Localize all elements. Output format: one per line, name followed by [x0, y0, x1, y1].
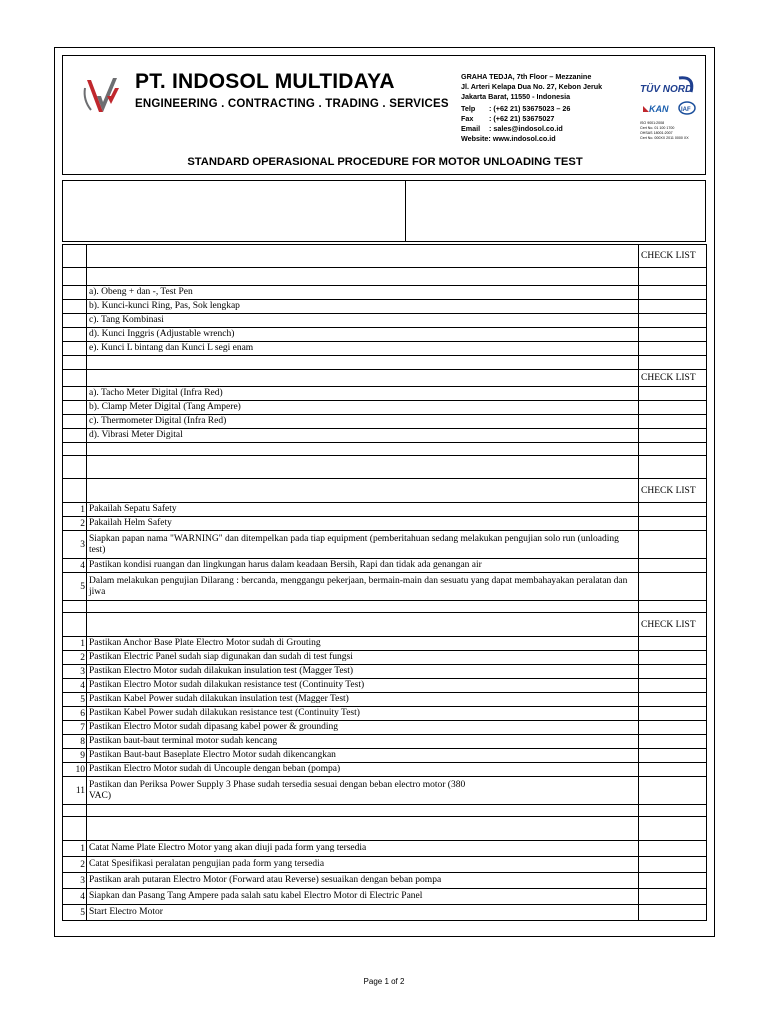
check-cell[interactable] — [639, 429, 707, 443]
list-item — [63, 889, 707, 905]
item-number: 2 — [63, 857, 87, 873]
list-item — [63, 286, 707, 300]
procedure-item: Siapkan dan Pasang Tang Ampere pada salah satu kabel Electro Motor di Electric Panel — [87, 889, 639, 905]
preparation-item: Pastikan Electro Motor sudah dilakukan insulation test (Magger Test) — [87, 665, 639, 679]
check-cell[interactable] — [639, 749, 707, 763]
item-number: 7 — [63, 721, 87, 735]
tuv-nord-logo-icon — [639, 68, 699, 144]
telp-label: Telp — [461, 104, 476, 113]
list-item — [63, 841, 707, 857]
telp-row — [461, 104, 602, 114]
certification-badges — [639, 68, 699, 144]
blank-row — [63, 268, 707, 286]
section-header-row — [63, 613, 707, 637]
procedure-item: Catat Spesifikasi peralatan pengujian pada form yang tersedia — [87, 857, 639, 873]
blank-row — [63, 817, 707, 841]
blank-row — [63, 805, 707, 817]
procedure-item: Start Electro Motor — [87, 905, 639, 921]
check-list-header: CHECK LIST — [639, 613, 707, 637]
check-list-header: CHECK LIST — [639, 245, 707, 268]
list-item — [63, 387, 707, 401]
preparation-item: Pastikan dan Periksa Power Supply 3 Phase sudah tersedia sesuai dengan beban electro motor (380 VAC) — [87, 777, 639, 805]
cert-line: Cert No. 000XX 2011 0000 XX — [640, 136, 689, 140]
cert-line: Cert No. 01 100 1700 — [640, 126, 675, 130]
check-cell[interactable] — [639, 857, 707, 873]
check-cell[interactable] — [639, 328, 707, 342]
item-number: 6 — [63, 707, 87, 721]
item-number: 4 — [63, 559, 87, 573]
check-cell[interactable] — [639, 517, 707, 531]
check-cell[interactable] — [639, 387, 707, 401]
info-box-divider — [405, 181, 406, 241]
tool-item: d). Kunci Inggris (Adjustable wrench) — [87, 328, 639, 342]
check-cell[interactable] — [639, 679, 707, 693]
preparation-item: Pastikan Kabel Power sudah dilakukan insulation test (Magger Test) — [87, 693, 639, 707]
tool-item: e). Kunci L bintang dan Kunci L segi enam — [87, 342, 639, 356]
check-cell[interactable] — [639, 735, 707, 749]
email-value: : sales@indosol.co.id — [489, 124, 563, 133]
check-cell[interactable] — [639, 342, 707, 356]
check-cell[interactable] — [639, 531, 707, 559]
item-number: 2 — [63, 517, 87, 531]
company-address — [461, 72, 602, 144]
fax-label: Fax — [461, 114, 474, 123]
preparation-item: Pastikan Electro Motor sudah dilakukan resistance test (Continuity Test) — [87, 679, 639, 693]
check-cell[interactable] — [639, 651, 707, 665]
item-number: 1 — [63, 503, 87, 517]
preparation-item: Pastikan Kabel Power sudah dilakukan resistance test (Continuity Test) — [87, 707, 639, 721]
instrument-item: b). Clamp Meter Digital (Tang Ampere) — [87, 401, 639, 415]
email-row — [461, 124, 602, 134]
check-cell[interactable] — [639, 559, 707, 573]
check-cell[interactable] — [639, 503, 707, 517]
item-number: 3 — [63, 873, 87, 889]
list-item — [63, 531, 707, 559]
check-cell[interactable] — [639, 637, 707, 651]
document-title: STANDARD OPERASIONAL PROCEDURE FOR MOTOR UNLOADING TEST — [187, 156, 583, 168]
telp-value: : (+62 21) 53675023 – 26 — [489, 104, 571, 113]
list-item — [63, 651, 707, 665]
procedure-item: Pastikan arah putaran Electro Motor (Forward atau Reverse) sesuaikan dengan beban pompa — [87, 873, 639, 889]
item-number: 4 — [63, 889, 87, 905]
section-header-row — [63, 370, 707, 387]
address-line: Jakarta Barat, 11550 - Indonesia — [461, 92, 571, 101]
fax-row — [461, 114, 602, 124]
check-cell[interactable] — [639, 889, 707, 905]
list-item — [63, 763, 707, 777]
safety-item: Pastikan kondisi ruangan dan lingkungan harus dalam keadaan Bersih, Rapi dan tidak ada genangan air — [87, 559, 639, 573]
cert-tuv-text: TÜV NORD — [640, 84, 693, 95]
list-item — [63, 573, 707, 601]
safety-item: Siapkan papan nama "WARNING" dan ditempelkan pada tiap equipment (pemberitahuan sedang melakukan pengujian solo run (unloading test) — [87, 531, 639, 559]
list-item — [63, 300, 707, 314]
checklist-table — [62, 244, 707, 921]
document-info-box — [62, 180, 706, 242]
tool-item: a). Obeng + dan -, Test Pen — [87, 286, 639, 300]
check-cell[interactable] — [639, 777, 707, 805]
list-item — [63, 735, 707, 749]
instrument-item: c). Thermometer Digital (Infra Red) — [87, 415, 639, 429]
blank-row — [63, 601, 707, 613]
item-number: 3 — [63, 531, 87, 559]
item-number: 3 — [63, 665, 87, 679]
item-number: 4 — [63, 679, 87, 693]
check-list-header: CHECK LIST — [639, 479, 707, 503]
list-item — [63, 873, 707, 889]
fax-value: : (+62 21) 53675027 — [489, 114, 555, 123]
list-item — [63, 401, 707, 415]
check-cell[interactable] — [639, 415, 707, 429]
check-cell[interactable] — [639, 665, 707, 679]
letterhead — [62, 55, 706, 175]
list-item — [63, 328, 707, 342]
blank-row — [63, 443, 707, 456]
item-number: 10 — [63, 763, 87, 777]
email-label: Email — [461, 124, 481, 133]
cert-iaf-text: IAF — [681, 107, 691, 113]
cert-kan-text: KAN — [649, 104, 669, 114]
item-number: 1 — [63, 637, 87, 651]
list-item — [63, 721, 707, 735]
address-line: GRAHA TEDJA, 7th Floor – Mezzanine — [461, 72, 592, 81]
preparation-item: Pastikan Electro Motor sudah di Uncouple dengan beban (pompa) — [87, 763, 639, 777]
item-number: 2 — [63, 651, 87, 665]
preparation-item: Pastikan Anchor Base Plate Electro Motor sudah di Grouting — [87, 637, 639, 651]
list-item — [63, 429, 707, 443]
blank-row — [63, 356, 707, 370]
list-item — [63, 905, 707, 921]
company-logo-icon — [81, 74, 123, 118]
item-number: 11 — [63, 777, 87, 805]
list-item — [63, 314, 707, 328]
item-number: 8 — [63, 735, 87, 749]
check-cell[interactable] — [639, 286, 707, 300]
list-item — [63, 503, 707, 517]
safety-item: Pakailah Helm Safety — [87, 517, 639, 531]
check-cell[interactable] — [639, 841, 707, 857]
section-header-row — [63, 479, 707, 503]
list-item — [63, 559, 707, 573]
company-name: PT. INDOSOL MULTIDAYA — [135, 70, 395, 93]
list-item — [63, 777, 707, 805]
procedure-item: Catat Name Plate Electro Motor yang akan diuji pada form yang tersedia — [87, 841, 639, 857]
check-cell[interactable] — [639, 707, 707, 721]
list-item — [63, 415, 707, 429]
item-number: 5 — [63, 573, 87, 601]
item-number: 5 — [63, 693, 87, 707]
preparation-item: Pastikan Baut-baut Baseplate Electro Motor sudah dikencangkan — [87, 749, 639, 763]
page-number: Page 1 of 2 — [363, 977, 405, 986]
list-item — [63, 679, 707, 693]
instrument-item: d). Vibrasi Meter Digital — [87, 429, 639, 443]
item-number: 1 — [63, 841, 87, 857]
preparation-item: Pastikan Electric Panel sudah siap digunakan dan sudah di test fungsi — [87, 651, 639, 665]
check-cell[interactable] — [639, 905, 707, 921]
list-item — [63, 707, 707, 721]
safety-item: Pakailah Sepatu Safety — [87, 503, 639, 517]
instrument-item: a). Tacho Meter Digital (Infra Red) — [87, 387, 639, 401]
list-item — [63, 517, 707, 531]
check-cell[interactable] — [639, 300, 707, 314]
company-tagline: ENGINEERING . CONTRACTING . TRADING . SERVICES — [135, 98, 449, 110]
check-cell[interactable] — [639, 401, 707, 415]
tool-item: b). Kunci-kunci Ring, Pas, Sok lengkap — [87, 300, 639, 314]
list-item — [63, 342, 707, 356]
preparation-item: Pastikan Electro Motor sudah dipasang kabel power & grounding — [87, 721, 639, 735]
safety-item: Dalam melakukan pengujian Dilarang : bercanda, menggangu pekerjaan, bermain-main dan sesuatu yang dapat membahayakan peralatan dan jiwa — [87, 573, 639, 601]
list-item — [63, 665, 707, 679]
cert-line: ISO 9001:2008 — [640, 121, 665, 125]
address-line: Jl. Arteri Kelapa Dua No. 27, Kebon Jeruk — [461, 82, 603, 91]
item-number: 9 — [63, 749, 87, 763]
list-item — [63, 693, 707, 707]
tool-item: c). Tang Kombinasi — [87, 314, 639, 328]
check-cell[interactable] — [639, 763, 707, 777]
check-cell[interactable] — [639, 573, 707, 601]
preparation-item: Pastikan baut-baut terminal motor sudah kencang — [87, 735, 639, 749]
check-cell[interactable] — [639, 693, 707, 707]
list-item — [63, 857, 707, 873]
check-list-header: CHECK LIST — [639, 370, 707, 387]
list-item — [63, 749, 707, 763]
check-cell[interactable] — [639, 873, 707, 889]
section-header-row — [63, 245, 707, 268]
check-cell[interactable] — [639, 721, 707, 735]
item-number: 5 — [63, 905, 87, 921]
check-cell[interactable] — [639, 314, 707, 328]
website-text: Website: www.indosol.co.id — [461, 134, 556, 143]
list-item — [63, 637, 707, 651]
cert-line: OHSAS 18001:2007 — [640, 131, 673, 135]
blank-row — [63, 456, 707, 479]
